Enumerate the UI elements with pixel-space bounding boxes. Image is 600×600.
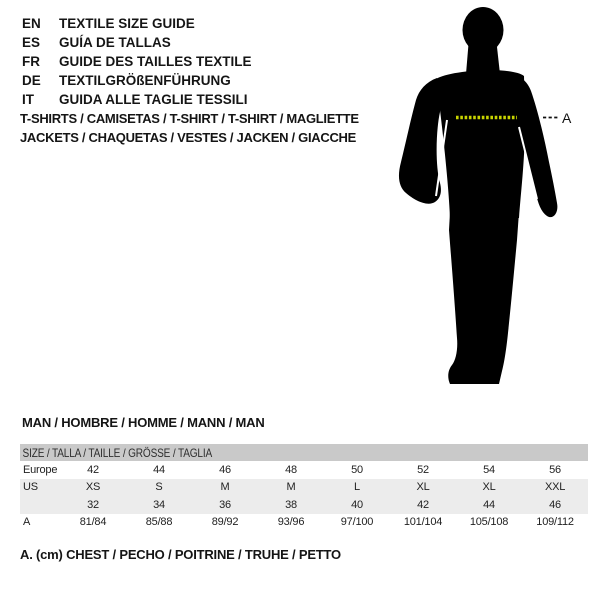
language-label: GUÍA DE TALLAS	[59, 35, 171, 50]
silhouette-left-arm	[399, 78, 441, 204]
size-cell: S	[126, 479, 192, 497]
table-row-us	[20, 479, 588, 497]
language-label: GUIDA ALLE TAGLIE TESSILI	[59, 92, 248, 107]
size-cell: 50	[351, 463, 363, 476]
size-cell: XXL	[522, 479, 588, 497]
size-cell: 38	[258, 496, 324, 514]
size-cell: XS	[60, 479, 126, 497]
size-cell: M	[258, 479, 324, 497]
size-cell: L	[324, 479, 390, 497]
size-cell: 105/108	[469, 516, 509, 529]
language-code: ES	[22, 35, 41, 50]
size-cell: 93/96	[277, 516, 305, 529]
size-cell: M	[192, 479, 258, 497]
language-code: FR	[22, 54, 40, 69]
row-label: US	[20, 479, 60, 497]
measure-label-a: A	[562, 110, 572, 126]
size-cell: 44	[456, 496, 522, 514]
language-label: GUIDE DES TAILLES TEXTILE	[59, 54, 252, 69]
size-cell: XL	[390, 479, 456, 497]
table-row-chest	[20, 514, 588, 532]
size-cell: 97/100	[340, 516, 374, 529]
silhouette-legs	[448, 212, 519, 384]
language-code: EN	[22, 16, 41, 31]
size-cell: 81/84	[79, 516, 107, 529]
size-cell: 46	[219, 463, 231, 476]
size-cell: 54	[483, 463, 495, 476]
table-row-europe	[20, 461, 588, 479]
row-label: Europe	[23, 463, 58, 476]
size-cell: 44	[153, 463, 165, 476]
row-label	[20, 496, 60, 514]
table-row-us-numeric	[20, 496, 588, 514]
size-cell: 46	[522, 496, 588, 514]
size-cell: 42	[87, 463, 99, 476]
size-cell: 52	[417, 463, 429, 476]
size-cell: 34	[126, 496, 192, 514]
size-cell: 56	[549, 463, 561, 476]
size-cell: 85/88	[145, 516, 173, 529]
table-header-label: SIZE / TALLA / TAILLE / GRÖSSE / TAGLIA	[22, 445, 213, 460]
size-cell: 101/104	[403, 516, 443, 529]
measurement-footnote: A. (cm) CHEST / PECHO / POITRINE / TRUHE / PETTO	[20, 547, 341, 562]
language-label: TEXTILE SIZE GUIDE	[59, 16, 195, 31]
category-line-tshirts: T-SHIRTS / CAMISETAS / T-SHIRT / T-SHIRT / MAGLIETTE	[20, 111, 359, 126]
table-header-row	[20, 444, 588, 461]
size-table	[20, 444, 588, 531]
category-line-jackets: JACKETS / CHAQUETAS / VESTES / JACKEN / GIACCHE	[20, 130, 356, 145]
size-cell: 48	[285, 463, 297, 476]
size-cell: 109/112	[536, 516, 574, 529]
row-label: A	[23, 516, 31, 529]
silhouette-neck	[466, 38, 500, 74]
language-label: TEXTILGRÖßENFÜHRUNG	[59, 73, 231, 88]
section-title-man: MAN / HOMBRE / HOMME / MANN / MAN	[22, 415, 265, 430]
table-header-cell	[20, 444, 588, 461]
language-code: DE	[22, 73, 41, 88]
size-cell: 36	[192, 496, 258, 514]
size-cell: 42	[390, 496, 456, 514]
size-cell: 32	[60, 496, 126, 514]
size-cell: XL	[456, 479, 522, 497]
language-code: IT	[22, 92, 34, 107]
size-cell: 89/92	[211, 516, 239, 529]
size-cell: 40	[324, 496, 390, 514]
